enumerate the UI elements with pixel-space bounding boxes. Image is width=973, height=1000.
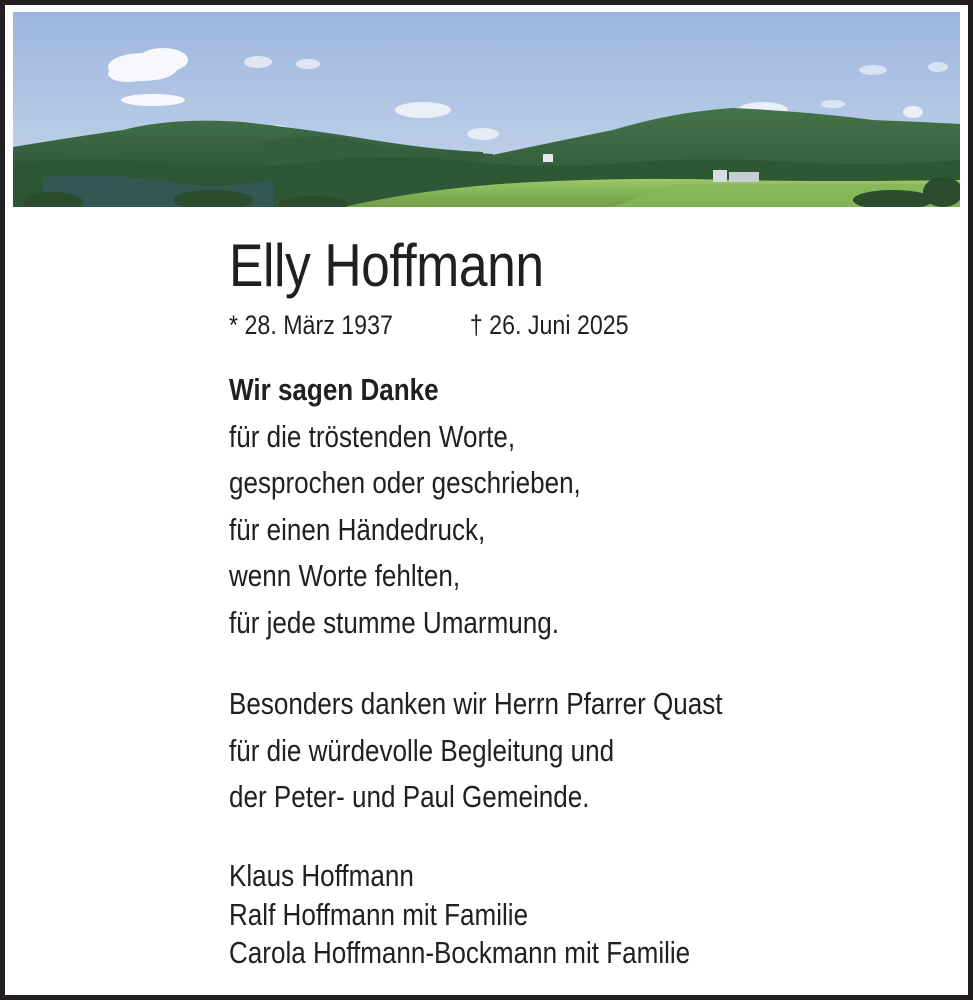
special-thanks-line: für die würdevolle Begleitung und [229,732,615,768]
thanks-line: für einen Händedruck, [229,511,486,547]
signer-name: Ralf Hoffmann mit Familie [229,896,529,932]
signers-block [229,857,690,973]
thanks-line: für jede stumme Umarmung. [229,604,559,640]
death-date: † 26. Juni 2025 [469,310,629,340]
thanks-line: wenn Worte fehlten, [229,558,461,593]
signer-name: Klaus Hoffmann [229,858,414,893]
birth-date: * 28. März 1937 [229,310,393,340]
signer-name: Carola Hoffmann-Bockmann mit Familie [229,935,691,970]
thanks-line: gesprochen oder geschrieben, [229,465,581,500]
special-thanks-block [229,681,723,821]
landscape-image [13,12,960,207]
life-dates [229,309,629,341]
special-thanks-line: Besonders danken wir Herrn Pfarrer Quast [229,686,723,721]
header-landscape-photo [13,12,960,207]
thanks-block [229,367,581,646]
deceased-name: Elly Hoffmann [229,232,544,299]
special-thanks-line: der Peter- und Paul Gemeinde. [229,779,590,814]
thanks-line: für die tröstenden Worte, [229,418,516,454]
thanks-heading: Wir sagen Danke [229,372,439,407]
